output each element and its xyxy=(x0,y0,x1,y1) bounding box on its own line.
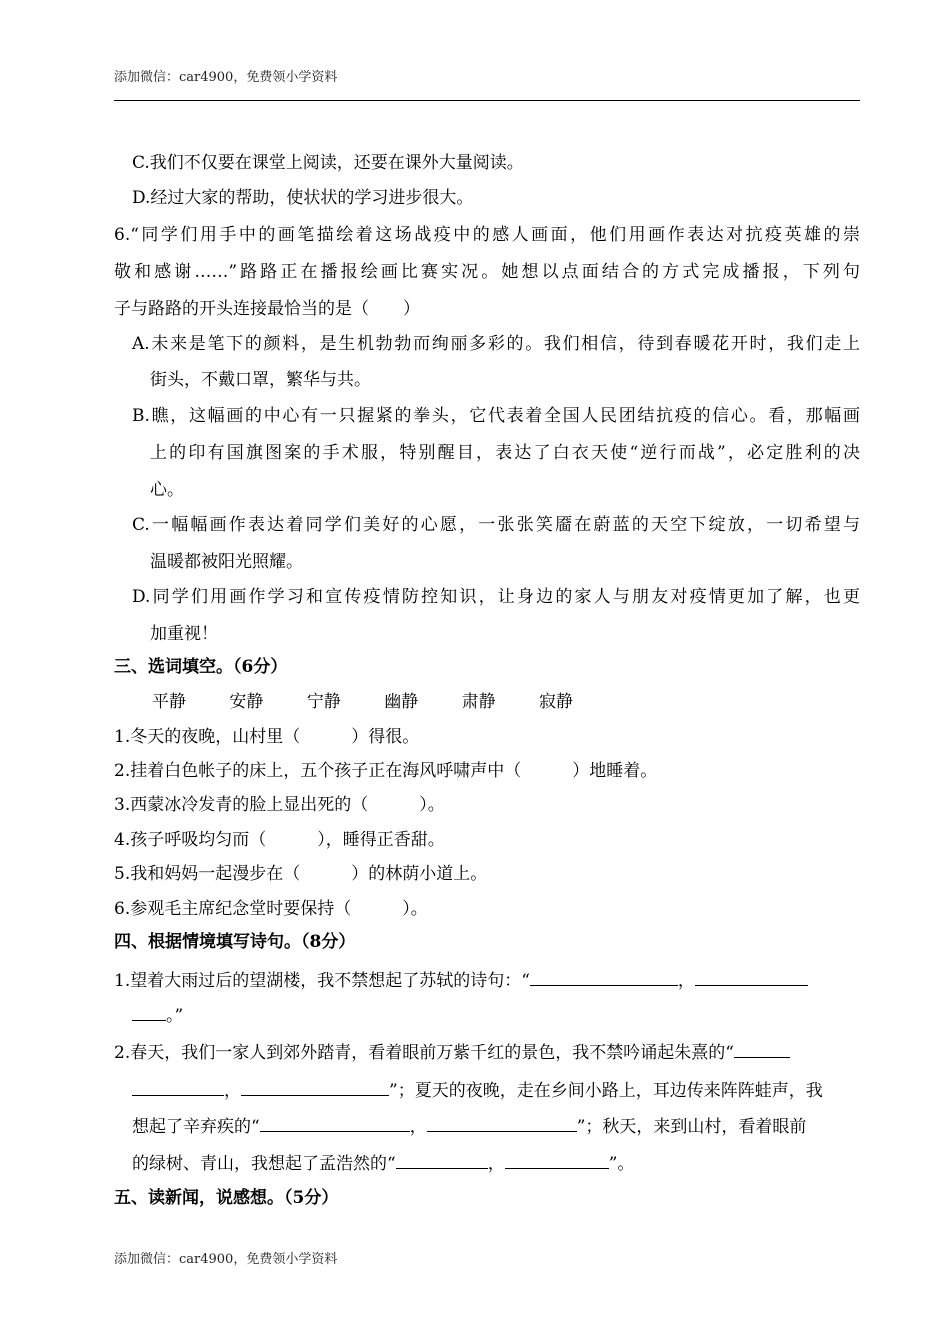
word-option: 寂静 xyxy=(539,692,574,712)
q6-option-a-line1: A.未来是笔下的颜料，是生机勃勃而绚丽多彩的。我们相信，待到春暖花开时，我们走上 xyxy=(132,334,860,354)
q6-stem-line1: 6.“同学们用手中的画笔描绘着这场战疫中的感人画面，他们用画作表达对抗疫英雄的崇 xyxy=(114,225,860,245)
word-option: 安静 xyxy=(229,692,264,712)
s4-q2-text-g: 的绿树、青山，我想起了孟浩然的“ xyxy=(132,1154,396,1174)
s4-q2-text-e: ， xyxy=(409,1117,427,1137)
q6-option-b-line3: 心。 xyxy=(150,480,184,500)
q6-option-b-line2: 上的印有国旗图案的手术服，特别醒目，表达了白衣天使“逆行而战”，必定胜利的决 xyxy=(150,443,860,463)
q6-stem-line2: 敬和感谢……”路路正在播报绘画比赛实况。她想以点面结合的方式完成播报，下列句 xyxy=(114,262,860,282)
s4-q2-line1 xyxy=(114,1043,860,1063)
answer-blank[interactable] xyxy=(695,971,808,986)
answer-blank[interactable] xyxy=(505,1154,609,1169)
word-bank xyxy=(152,692,860,712)
s4-q2-text-a: 2.春天，我们一家人到郊外踏青，看着眼前万紫千红的景色，我不禁吟诵起朱熹的“ xyxy=(114,1043,734,1063)
s4-q2-text-c: ”；夏天的夜晚，走在乡间小路上，耳边传来阵阵蛙声，我 xyxy=(389,1081,823,1101)
s4-q2-line3 xyxy=(132,1117,860,1137)
answer-blank[interactable] xyxy=(132,1081,224,1096)
q6-option-b-line1: B.瞧，这幅画的中心有一只握紧的拳头，它代表着全国人民团结抗疫的信心。看，那幅画 xyxy=(132,406,860,426)
s4-q1-line2 xyxy=(132,1006,860,1026)
s4-q2-text-d: 想起了辛弃疾的“ xyxy=(132,1117,260,1137)
page-header: 添加微信：car4900，免费领小学资料 xyxy=(114,70,338,85)
q6-option-a-line2: 街头，不戴口罩，繁华与共。 xyxy=(150,370,371,390)
s4-q2-text-i: ”。 xyxy=(608,1154,635,1174)
s4-q1-text-c: 。” xyxy=(166,1006,184,1026)
answer-blank[interactable] xyxy=(132,1006,166,1021)
q6-option-d-line2: 加重视！ xyxy=(150,624,218,644)
s3-item-6: 6.参观毛主席纪念堂时要保持（ ）。 xyxy=(114,899,428,919)
word-option: 宁静 xyxy=(306,692,341,712)
section4-title: 四、根据情境填写诗句。（8分） xyxy=(114,932,356,952)
s3-item-5: 5.我和妈妈一起漫步在（ ）的林荫小道上。 xyxy=(114,864,488,884)
header-rule xyxy=(114,100,860,101)
word-option: 幽静 xyxy=(384,692,419,712)
answer-blank[interactable] xyxy=(241,1081,389,1096)
s3-item-2: 2.挂着白色帐子的床上，五个孩子正在海风呼啸声中（ ）地睡着。 xyxy=(114,761,658,781)
page-footer: 添加微信：car4900，免费领小学资料 xyxy=(114,1252,338,1267)
q6-stem-line3: 子与路路的开头连接最恰当的是（ ） xyxy=(114,299,420,319)
s4-q2-text-f: ”；秋天，来到山村，看着眼前 xyxy=(576,1117,807,1137)
answer-blank[interactable] xyxy=(530,971,678,986)
answer-blank[interactable] xyxy=(260,1117,410,1132)
s4-q2-text-h: ， xyxy=(487,1154,505,1174)
s3-item-4: 4.孩子呼吸均匀而（ ），睡得正香甜。 xyxy=(114,830,445,850)
s3-item-3: 3.西蒙冰冷发青的脸上显出死的（ ）。 xyxy=(114,795,445,815)
q5-option-c: C.我们不仅要在课堂上阅读，还要在课外大量阅读。 xyxy=(132,153,524,173)
q6-option-d-line1: D.同学们用画作学习和宣传疫情防控知识，让身边的家人与朋友对疫情更加了解，也更 xyxy=(132,587,860,607)
q6-option-c-line1: C.一幅幅画作表达着同学们美好的心愿，一张张笑靥在蔚蓝的天空下绽放，一切希望与 xyxy=(132,515,860,535)
s4-q1-text-b: ， xyxy=(677,971,695,991)
s4-q2-text-b: ， xyxy=(224,1081,241,1101)
section3-title: 三、选词填空。（6分） xyxy=(114,657,288,677)
s3-item-1: 1.冬天的夜晚，山村里（ ）得很。 xyxy=(114,727,420,747)
word-option: 肃静 xyxy=(461,692,496,712)
s4-q2-line2 xyxy=(132,1081,860,1101)
word-option: 平静 xyxy=(152,692,186,712)
section5-title: 五、读新闻，说感想。（5分） xyxy=(114,1188,339,1208)
q5-option-d: D.经过大家的帮助，使状状的学习进步很大。 xyxy=(132,188,474,208)
q6-option-c-line2: 温暖都被阳光照耀。 xyxy=(150,552,303,572)
answer-blank[interactable] xyxy=(396,1154,488,1169)
answer-blank[interactable] xyxy=(427,1117,577,1132)
answer-blank[interactable] xyxy=(734,1043,790,1058)
s4-q1-text-a: 1.望着大雨过后的望湖楼，我不禁想起了苏轼的诗句：“ xyxy=(114,971,530,991)
s4-q1-line1 xyxy=(114,971,860,991)
s4-q2-line4 xyxy=(132,1154,860,1174)
